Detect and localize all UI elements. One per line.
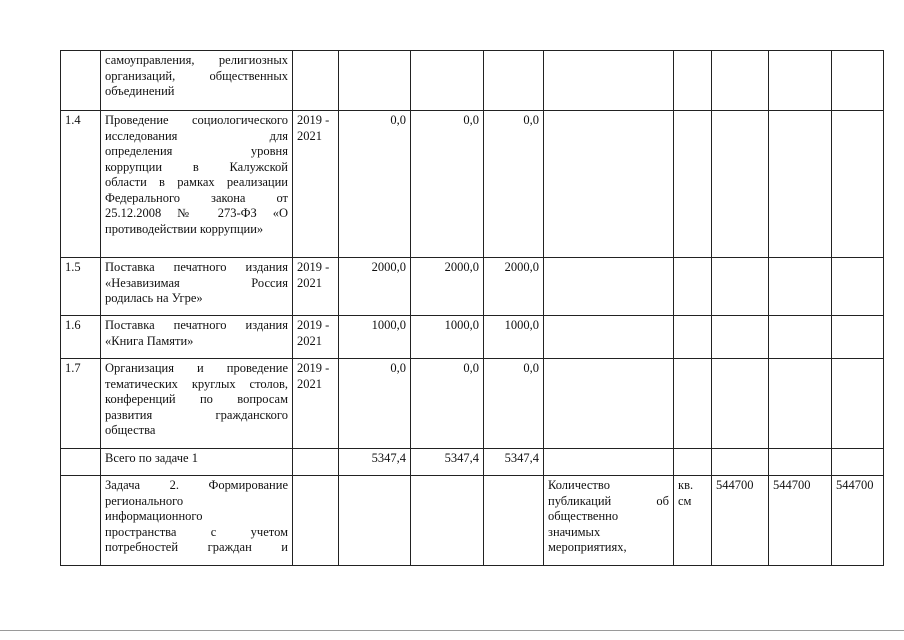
indicator-year-3: 544700 <box>832 476 884 566</box>
indicator-line: значимых <box>548 524 601 539</box>
indicator-year-3 <box>832 51 884 111</box>
funding-year-3: 2000,0 <box>484 258 544 316</box>
funding-year-1: 0,0 <box>339 359 411 449</box>
table-row <box>61 111 884 258</box>
unit <box>674 258 712 316</box>
indicator <box>544 111 674 258</box>
funding-year-2 <box>411 476 484 566</box>
description-line: Поставка печатного издания <box>105 318 288 332</box>
indicator-year-3 <box>832 359 884 449</box>
funding-year-1: 1000,0 <box>339 316 411 359</box>
funding-year-1 <box>339 51 411 111</box>
measure-description <box>101 449 293 476</box>
description-line: организаций, общественных <box>105 68 288 83</box>
indicator-year-2 <box>769 111 832 258</box>
description-line: противодействии коррупции» <box>105 221 264 236</box>
funding-year-2: 2000,0 <box>411 258 484 316</box>
funding-year-3 <box>484 51 544 111</box>
unit <box>674 51 712 111</box>
row-number: 1.6 <box>61 316 101 359</box>
funding-year-1: 0,0 <box>339 111 411 258</box>
indicator-line: общественно <box>548 509 619 523</box>
indicator-line: мероприятиях, <box>548 540 627 554</box>
indicator-year-1 <box>712 449 769 476</box>
funding-year-2 <box>411 51 484 111</box>
row-number: 1.4 <box>61 111 101 258</box>
measure-description <box>101 316 293 359</box>
indicator-year-3 <box>832 258 884 316</box>
indicator-year-2 <box>769 449 832 476</box>
description-line: Организация и проведение <box>105 361 288 375</box>
indicator-year-1 <box>712 316 769 359</box>
description-line: Задача 2. Формирование <box>105 478 288 492</box>
description-line: коррупции в Калужской <box>105 159 288 174</box>
unit <box>674 111 712 258</box>
indicator-year-2: 544700 <box>769 476 832 566</box>
row-number <box>61 476 101 566</box>
funding-year-3: 5347,4 <box>484 449 544 476</box>
description-line: объединений <box>105 84 175 98</box>
description-line: пространства с учетом <box>105 524 288 539</box>
description-line: исследования для <box>105 128 288 143</box>
table-row <box>61 476 884 566</box>
table-row <box>61 359 884 449</box>
table-row <box>61 449 884 476</box>
funding-year-1: 5347,4 <box>339 449 411 476</box>
funding-year-3: 0,0 <box>484 359 544 449</box>
indicator-year-2 <box>769 51 832 111</box>
indicator <box>544 449 674 476</box>
funding-year-3: 1000,0 <box>484 316 544 359</box>
table-row <box>61 51 884 111</box>
description-line: информационного <box>105 509 203 523</box>
period <box>293 449 339 476</box>
unit <box>674 359 712 449</box>
unit: кв. см <box>674 476 712 566</box>
indicator-year-3 <box>832 316 884 359</box>
description-line: тематических круглых столов, <box>105 376 288 391</box>
funding-year-3: 0,0 <box>484 111 544 258</box>
indicator-year-2 <box>769 316 832 359</box>
indicator <box>544 359 674 449</box>
description-line: области в рамках реализации <box>105 175 288 189</box>
description-line: Всего по задаче 1 <box>105 451 198 465</box>
period: 2019 - 2021 <box>293 359 339 449</box>
indicator-year-1 <box>712 51 769 111</box>
description-line: родилась на Угре» <box>105 291 203 305</box>
indicator <box>544 51 674 111</box>
period <box>293 51 339 111</box>
funding-year-3 <box>484 476 544 566</box>
funding-year-2: 0,0 <box>411 359 484 449</box>
table-row <box>61 316 884 359</box>
table-row <box>61 258 884 316</box>
description-line: общества <box>105 423 156 437</box>
unit <box>674 316 712 359</box>
row-number <box>61 51 101 111</box>
indicator-year-3 <box>832 111 884 258</box>
row-number: 1.7 <box>61 359 101 449</box>
description-line: «Книга Памяти» <box>105 333 194 348</box>
description-line: конференций по вопросам <box>105 392 288 406</box>
indicator-year-2 <box>769 258 832 316</box>
funding-year-1: 2000,0 <box>339 258 411 316</box>
description-line: 25.12.2008 № 273-ФЗ «О <box>105 206 288 220</box>
measure-description <box>101 258 293 316</box>
period: 2019 - 2021 <box>293 258 339 316</box>
indicator-line: Количество <box>548 478 610 492</box>
table-body <box>61 51 884 566</box>
description-line: Проведение социологического <box>105 113 288 127</box>
indicator <box>544 316 674 359</box>
indicator-year-1 <box>712 359 769 449</box>
row-number: 1.5 <box>61 258 101 316</box>
page-bottom-edge <box>0 630 904 631</box>
description-line: самоуправления, религиозных <box>105 53 288 67</box>
period <box>293 476 339 566</box>
indicator-year-2 <box>769 359 832 449</box>
description-line: Федерального закона от <box>105 190 288 205</box>
measure-description <box>101 476 293 566</box>
funding-year-2: 5347,4 <box>411 449 484 476</box>
description-line: потребностей граждан и <box>105 540 288 554</box>
indicator <box>544 476 674 566</box>
indicator-year-3 <box>832 449 884 476</box>
description-line: «Незавизимая Россия <box>105 275 288 290</box>
funding-year-2: 0,0 <box>411 111 484 258</box>
description-line: Поставка печатного издания <box>105 260 288 274</box>
indicator <box>544 258 674 316</box>
funding-year-2: 1000,0 <box>411 316 484 359</box>
funding-year-1 <box>339 476 411 566</box>
indicator-year-1 <box>712 258 769 316</box>
measure-description <box>101 111 293 258</box>
period: 2019 - 2021 <box>293 111 339 258</box>
measure-description <box>101 51 293 111</box>
indicator-year-1 <box>712 111 769 258</box>
indicator-year-1: 544700 <box>712 476 769 566</box>
description-line: развития гражданского <box>105 407 288 422</box>
measure-description <box>101 359 293 449</box>
description-line: регионального <box>105 493 184 508</box>
indicator-line: публикаций об <box>548 493 669 508</box>
row-number <box>61 449 101 476</box>
period: 2019 - 2021 <box>293 316 339 359</box>
unit <box>674 449 712 476</box>
program-measures-table <box>60 50 884 566</box>
description-line: определения уровня <box>105 144 288 158</box>
